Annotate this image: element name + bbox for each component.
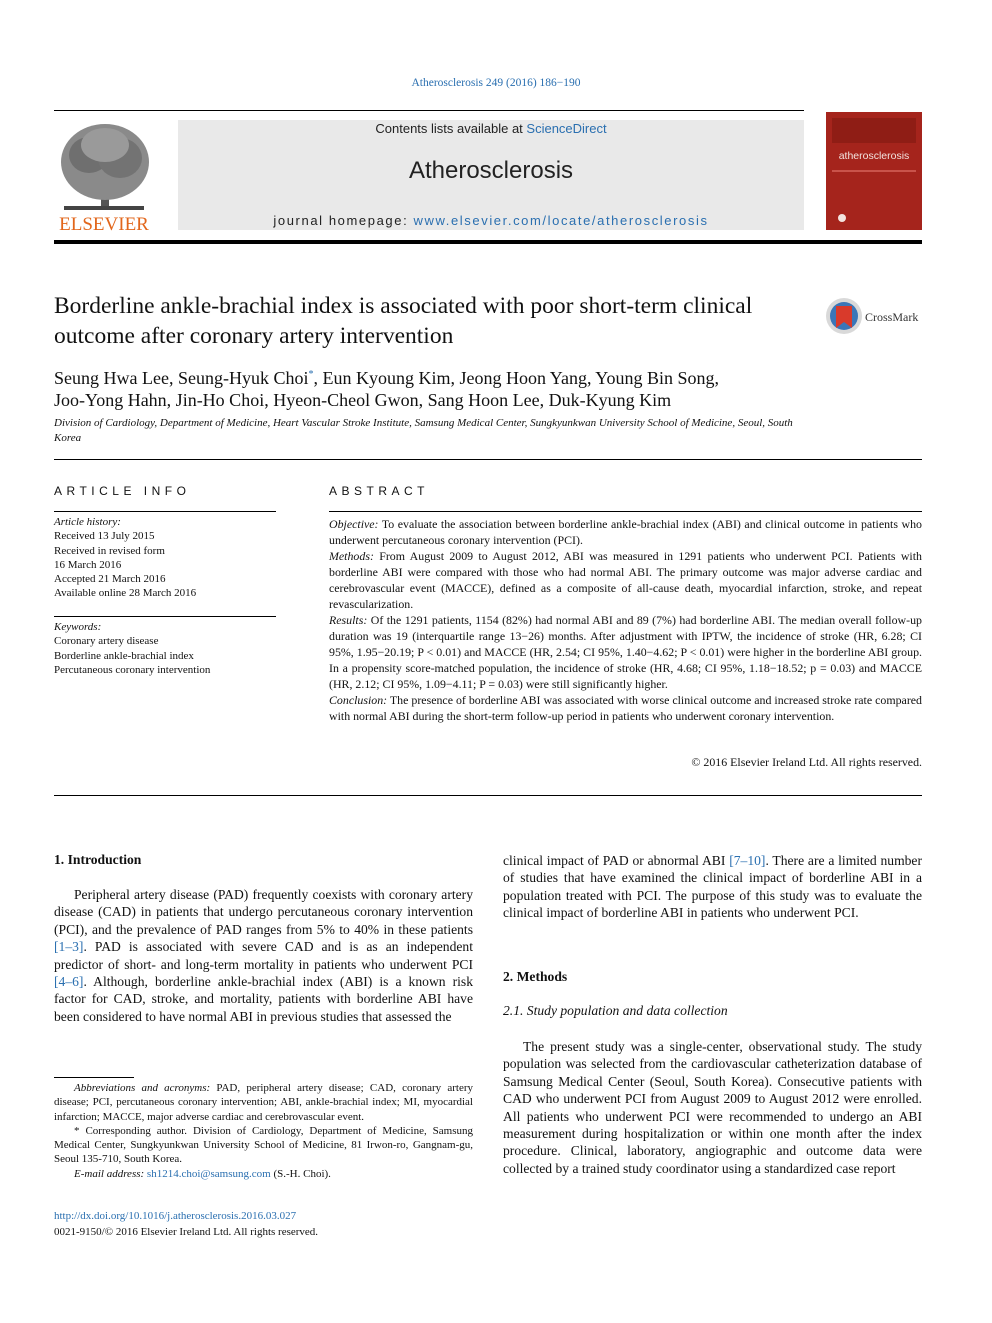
crossmark-badge[interactable] [825,296,925,336]
doi-link[interactable]: http://dx.doi.org/10.1016/j.atherosclerosis.2016.03.027 [54,1210,297,1222]
email-link[interactable]: sh1214.choi@samsung.com [146,1167,271,1180]
introduction-text [54,886,473,1025]
abstract-objective [329,516,922,548]
abstract-copyright: © 2016 Elsevier Ireland Ltd. All rights reserved. [691,755,922,769]
email-label: E-mail address: [74,1167,147,1180]
history-item: Accepted 21 March 2016 [54,573,166,586]
objective-text: To evaluate the association between borderline ankle-brachial index (ABI) and clinical outcome in patients who underwent percutaneous coronary intervention (PCI). [329,517,922,547]
history-item: Received 13 July 2015 [54,530,155,543]
journal-homepage [178,213,804,228]
footnote-divider [54,1077,134,1078]
journal-cover [826,112,922,230]
abstract-results [329,612,922,692]
sciencedirect-link[interactable]: ScienceDirect [526,121,607,136]
methods-paragraph: The present study was a single-center, observational study. The study population was selected from the cardiovascular catheterization database of Samsung Medical Center (Seoul, South Korea). Consecutive patients with CAD who underwent PCI from August 2009 to August 2012 were enrolled. All patients who underwent PCI were recommended to undergo an ABI measurement during hospitalization or within one month after the index procedure. Clinical, laboratory, angiographic and outcome data were collected by a trained study coordinator using a standardized case report [503,1039,922,1176]
history-item: 16 March 2016 [54,558,122,571]
keyword-item: Borderline ankle-brachial index [54,649,194,662]
methods-text: From August 2009 to August 2012, ABI was measured in 1291 patients who underwent PCI. Patients with borderline ABI were compared with those who had normal ABI. The primary outcome was major adverse cardiac and cerebrovascular event (MACCE), defined as a composite of all-cause death, myocardial infarction, stroke, and repeat revascularization. [329,549,922,611]
journal-name: Atherosclerosis [408,157,574,184]
abstract-methods [329,548,922,612]
divider [54,511,276,512]
corresponding-author: * Corresponding author. Division of Cardiology, Department of Medicine, Samsung Medical Center, Sungkyunkwan University School of Medicine, 81 Irwon-ro, Gangnam-gu, Seoul 135-710, South Korea. [54,1124,473,1166]
cover-title: atherosclerosis [838,150,910,162]
issn-copyright: 0021-9150/© 2016 Elsevier Ireland Ltd. All rights reserved. [54,1226,319,1238]
authors-line1-a: Seung Hwa Lee, Seung-Hyuk Choi [54,368,309,388]
abbrev-label: Abbreviations and acronyms: [74,1082,211,1094]
reference-link[interactable]: [7–10] [729,853,766,868]
article-title: Borderline ankle-brachial index is associated with poor short-term clinical outcome after coronary artery intervention [54,293,753,349]
abstract-conclusion [329,692,922,724]
homepage-link[interactable]: www.elsevier.com/locate/atherosclerosis [413,213,709,228]
abbrev-text: PAD, peripheral artery disease; CAD, coronary artery disease; PCI, percutaneous coronary intervention; ABI, ankle-brachial index; MI, myocardial infarction; MACCE, major adverse cardiac and cerebrovascular event. [54,1082,473,1123]
affiliation: Division of Cardiology, Department of Medicine, Heart Vascular Stroke Institute, Samsung Medical Center, Sungkyunkwan University School of Medicine, Seoul, South Korea [54,417,793,444]
divider [54,110,804,111]
right-part-b: . There are a limited number of studies that have examined the clinical impact of borderline ABI in a population treated with PCI. The purpose of this study was to evaluate the clinical impact of borderline ABI in patients who underwent PCI. [503,853,922,921]
abstract-body [329,516,922,724]
article-history [54,515,276,601]
keywords [54,620,276,677]
divider [54,616,276,617]
introduction-heading: 1. Introduction [54,852,142,867]
methods-text [503,1038,922,1177]
abstract-heading: ABSTRACT [329,484,430,498]
elsevier-tree-icon [54,120,156,232]
reference-link[interactable]: [4–6] [54,974,84,990]
contents-line [178,121,804,136]
methods-heading: 2. Methods [503,969,568,984]
keywords-label: Keywords: [54,621,102,633]
right-part-a: clinical impact of PAD or abnormal ABI [503,853,730,868]
authors-line2: Joo-Yong Hahn, Jin-Ho Choi, Hyeon-Cheol Gwon, Sang Hoon Lee, Duk-Kyung Kim [54,390,672,410]
crossmark-label: CrossMark [865,310,919,324]
email-suffix: (S.-H. Choi). [270,1167,331,1180]
history-item: Received in revised form [54,544,165,557]
intro-part-b: . PAD is associated with severe CAD and is as an independent predictor of short- and long-term mortality in patients who underwent PCI [54,939,473,972]
introduction-continued [503,852,922,922]
keyword-item: Coronary artery disease [54,635,159,648]
methods-label: Methods: [329,549,374,563]
history-label: Article history: [54,516,121,528]
contents-prefix: Contents lists available at [375,121,527,136]
divider [329,511,922,512]
intro-part-c: . Although, borderline ankle-brachial index (ABI) is a known risk factor for CAD, stroke, and mortality, patients with borderline ABI have been considered to have normal ABI in previous studies that assessed the [54,974,473,1024]
reference-link[interactable]: [1–3] [54,939,84,955]
crossmark-icon [825,296,925,336]
intro-part-a: Peripheral artery disease (PAD) frequently coexists with coronary artery disease (CAD) in patients that undergo percutaneous coronary intervention (PCI), and the prevalence of PAD ranges from 5% to 40% in these patients [54,887,473,937]
authors-line1-b: , Eun Kyoung Kim, Jeong Hoon Yang, Young Bin Song, [313,368,720,388]
results-label: Results: [329,613,368,627]
keyword-item: Percutaneous coronary intervention [54,663,211,676]
results-text: Of the 1291 patients, 1154 (82%) had normal ABI and 89 (7%) had borderline ABI. The median overall follow-up duration was 19 (interquartile range 13−26) months. After adjustment with IPTW, the incidence of stroke (HR, 6.28; CI 95%, 1.95−20.19; P < 0.01) and MACCE (HR, 2.54; CI 95%, 1.40−4.62; P < 0.01) were higher in the borderline ABI group. In a propensity score-matched population, the incidence of stroke (HR, 4.68; CI 95%, 1.18−18.52; p = 0.03) and MACCE (HR, 2.12; CI 95%, 1.09−4.11; P = 0.03) were still significantly higher. [329,613,922,691]
journal-citation[interactable]: Atherosclerosis 249 (2016) 186−190 [411,77,581,89]
article-info-heading: ARTICLE INFO [54,484,191,498]
conclusion-text: The presence of borderline ABI was associated with worse clinical outcome and increased stroke rate compared with normal ABI during the short-term follow-up period in patients who underwent coronary intervention. [329,693,922,723]
subsection-heading: 2.1. Study population and data collection [503,1003,728,1018]
cover-art-icon [826,112,922,230]
author-list [54,364,814,411]
homepage-prefix: journal homepage: [273,213,414,228]
history-item: Available online 28 March 2016 [54,587,197,600]
publisher-name: ELSEVIER [59,214,149,232]
objective-label: Objective: [329,517,379,531]
conclusion-label: Conclusion: [329,693,388,707]
header-divider [54,240,922,244]
divider [54,795,922,796]
divider [54,459,922,460]
footnotes [54,1081,473,1181]
corresponding-author-marker[interactable]: * [308,369,314,380]
elsevier-logo [54,120,156,232]
